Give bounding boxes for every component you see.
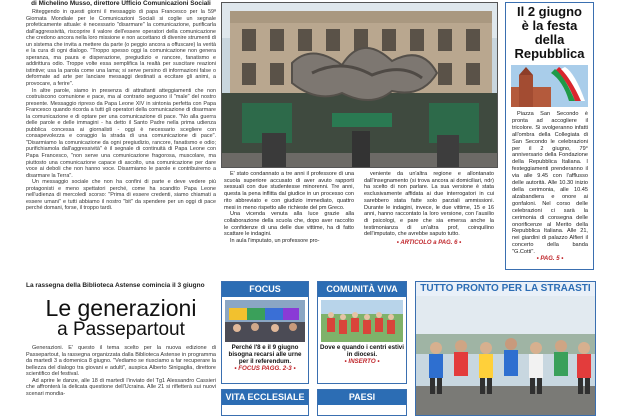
republic-title-line: è la festa [521, 18, 578, 33]
race-runners-illustration [416, 296, 595, 415]
republic-title-line: della Repubblica [514, 32, 585, 61]
article-page-ref[interactable]: • ARTICOLO a PAG. 6 • [396, 240, 462, 247]
republic-day-box [505, 2, 594, 270]
comunita-viva-caption [318, 342, 406, 365]
article-paragraph: In aula l'imputato, un professore pro- [230, 238, 320, 245]
passepartout-headline: Le generazioni [45, 295, 197, 321]
comunita-viva-page-ref[interactable]: • INSERTO • [344, 358, 380, 365]
passepartout-subheadline: a Passepartout [57, 319, 185, 340]
editorial-byline: di Michelino Musso, direttore Ufficio Comunicazioni Sociali [31, 0, 211, 7]
article-paragraph: Una vicenda venuta alla luce grazie alla collaborazione della scuola che, dopo aver raccolto le confidenze di una delle due vittime, ha di fatto scattare le indagini. [224, 211, 354, 238]
passepartout-paragraph: Ad aprire le danze, alle 18 di martedì l'inviato del Tg1 Alessandro Cassieri che affronterà la delicata questione dell'Ucraina. Alle 21 si rifletterà sui nuovi scenari mondia- [26, 377, 216, 397]
tricolor-building-illustration [511, 65, 588, 107]
vita-ecclesiale-label: VITA ECCLESIALE [222, 390, 308, 405]
focus-teaser[interactable] [221, 281, 309, 384]
straasti-headline: TUTTO PRONTO PER LA STRAASTI [416, 282, 595, 296]
focus-photo [225, 300, 305, 342]
republic-photo [511, 65, 588, 107]
comunita-viva-caption-text: Dove e quando i centri estivi in diocesi. [320, 344, 404, 358]
summer-camp-group-illustration [321, 300, 403, 342]
comunita-viva-label: COMUNITÀ VIVA [318, 282, 406, 297]
republic-title-line: Il 2 giugno [517, 4, 582, 19]
court-article [224, 171, 494, 271]
paesi-teaser[interactable] [317, 389, 407, 416]
comunita-viva-teaser[interactable] [317, 281, 407, 384]
editorial-paragraph: In altre parole, siamo in presenza di attrattanti atteggiamenti che non costruiscono comunione e pace, ma al contrario seguono il "male" del nostro presente. Messaggio ripreso da Papa Leone XIV in sintonia perfetta con Papa Francesco quando ricorda a tutti gli operatori della comunicazione di disarmare la comunicazione e di optare per una comunicazione di pace. "No alla guerra delle parole e delle immagini - ha detto il Santo Padre nella prima udienza pubblica concessa ai giornalisti - oggi è necessario scegliere con consapevolezza e coraggio la strada di una comunicazione di pace". "Disarmiamo la comunicazione da ogni pregiudizio, rancore, fanatismo e odio; purifichiamola dall'aggressività" è il segnale di continuità di Papa Leone con Papa Francesco, "non serve una comunicazione fragorosa, muscolare, ma piuttosto una comunicazione capace di ascolto, una comunicazione per dare voce ai deboli che non hanno voce. Disarmiamo le parole e contribuiremo a disarmare la Terra". [26, 87, 216, 179]
article-column-2 [364, 171, 494, 247]
article-paragraph: E' stato condannato a tre anni il professore di una scuola superiore accusato di aver avuto rapporti sessuali con due studentesse minorenni. Tre anni, questa la pena inflitta dal giudice in un processo con rito abbreviato e con giudizio immediato, quattro mesi in meno rispetto alle richieste del pm Greco. [224, 171, 354, 211]
passepartout-paragraph: Generazioni. E' questo il tema scelto per la nuova edizione di Passepartout, la rassegna organizzata dalla Biblioteca Astense in programma da martedì 3 a domenica 8 giugno. "Vediamo se riusciamo a far recuperare la bellezza del dialogo tra giovani e adulti", auspica Alberto Sinigaglia, direttore scientifico del festival. [26, 345, 216, 377]
republic-page-ref[interactable]: • PAG. 5 • [536, 256, 564, 263]
editorial-paragraph: Riteggendo in questi giorni il messaggio di papa Francesco per la 59ª Giornata Mondiale per le Comunicazioni Sociali si coglie un segnale profeticamente attuale: è necessario "disarmare" la comunicazione, purificarla dall'aggressività, riscoprire il valore dell'essere operatori della comunicazione che credono ancora nella loro missione e non accettano di divenire strumenti di un sistema che invita a mettere da parte (o peggio ancora a offuscare) la verità e la cura di ogni dialogo. "Troppo spesso oggi la comunicazione non genera speranza, ma paura e disperazione, pregiudizio e rancore, fanatismo e addirittura odio. Troppe volte essa semplifica la realtà per suscitare reazioni istintive; usa la parola come una lama; si serve persino di informazioni false o deformate ad arte per lanciare messaggi destinati a eccitare gli animi, a provocare, a ferire". [26, 9, 216, 88]
article-paragraph: veniente da un'altra regione e allontanato dall'insegnamento (si trova ancora ai domiciliari, ndr) ha scelto di non parlare. La sua versione è stata esclusivamente affidata ai due interrogatori in cui sarebbero stata fatte solo parziali ammissioni. Durante le indagini, invece, le due vittime, 15 e 16 anni, hanno raccontato la loro versione, con l'ausilio di psicologi, e pare che sia emersa anche la testimonianza di un'altra prof, coinquilino dell'imputato, che avrebbe saputo tutto. [364, 171, 494, 238]
focus-page-ref[interactable]: • FOCUS PAGG. 2-3 • [234, 365, 296, 372]
passepartout-kicker: La rassegna della Biblioteca Astense comincia il 3 giugno [26, 282, 205, 289]
comunita-viva-photo [321, 300, 403, 342]
article-column-1 [224, 171, 354, 245]
paesi-label: PAESI [318, 390, 406, 405]
passepartout-article [26, 281, 216, 416]
vita-ecclesiale-teaser[interactable] [221, 389, 309, 416]
focus-caption [222, 342, 308, 372]
editorial-body [26, 9, 216, 212]
court-building-illustration [222, 3, 498, 168]
protest-crowd-illustration [225, 300, 305, 342]
editorial-column [26, 0, 216, 278]
republic-paragraph: Piazza San Secondo è pronta ad accogliere il tricolore. Si svolgeranno infatti all'ombra della Collegiata di San Secondo le celebrazioni per il 2 giugno, 79° anniversario della Fondazione della Repubblica Italiana. I festeggiamenti prenderanno il via alle 9.45 con l'afflusso delle autorità. Alle 10.30 inizio della cerimonia, alle 10.45 alzabandiera e onore ai gonfaloni. Nel corso delle celebrazioni ci sarà la cerimonia di consegna delle onorificenze al Merito della Repubblica Italiana. Alle 21, nei giardini di palazzo Alfieri il concerto della banda "G.Cotti". [512, 111, 588, 256]
focus-label: FOCUS [222, 282, 308, 297]
passepartout-body [26, 345, 216, 397]
straasti-feature[interactable] [415, 281, 596, 416]
straasti-photo [416, 296, 595, 415]
republic-title [506, 3, 593, 61]
focus-caption-text: Perché l'8 e il 9 giugno bisogna recarsi alle urne per il referendum. [228, 344, 302, 365]
editorial-paragraph: Un messaggio sociale che non ha confini di parte e deve vedere più protagonisti e meno spettatori perché, come ha scandito Papa Leone nell'udienza di mercoledì scorso: "Prima di essere credenti, siamo chiamati a essere umani" e tutti abbiamo il nostro "bit" da spendere per un oggi di pace perché domani, forse, il troppo tardi. [26, 179, 216, 212]
republic-body [506, 109, 593, 263]
front-page-photo [221, 2, 498, 168]
